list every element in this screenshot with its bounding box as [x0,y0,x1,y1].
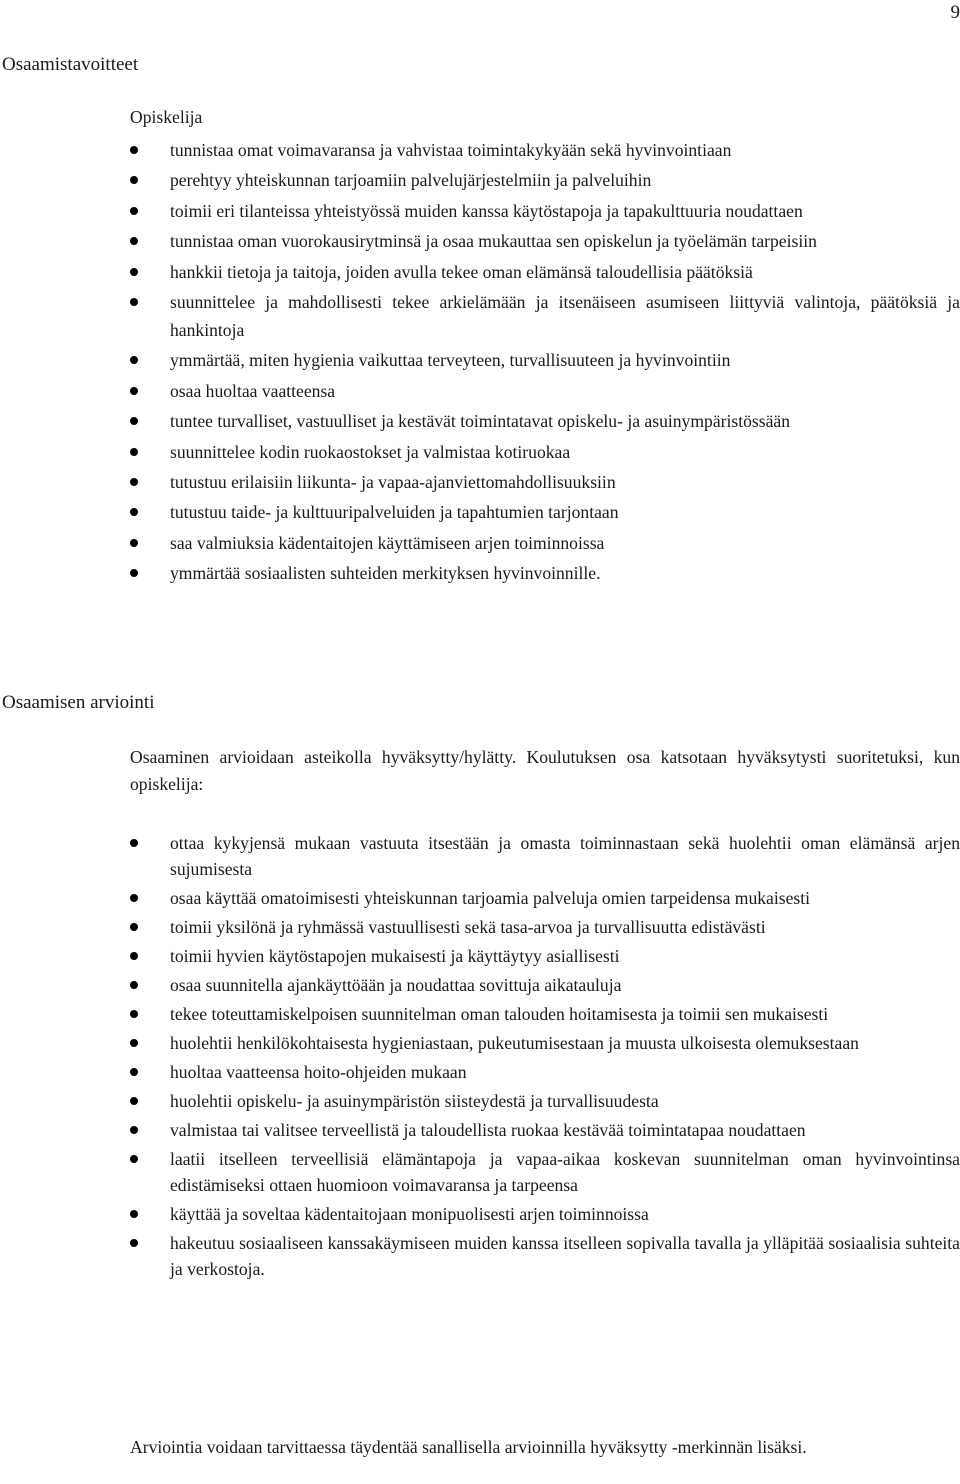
assessment-intro-block [130,744,960,798]
list-item: osaa suunnitella ajankäyttöään ja noudattaa sovittuja aikatauluja [130,972,960,998]
assessment-closing: Arviointia voidaan tarvittaessa täydentää sanallisella arvioinnilla hyväksytty -merkinnän lisäksi. [130,1437,807,1457]
list-item: perehtyy yhteiskunnan tarjoamiin palvelujärjestelmiin ja palveluihin [130,166,960,194]
page-number: 9 [950,2,960,23]
list-item: tunnistaa omat voimavaransa ja vahvistaa toimintakykyään sekä hyvinvointiaan [130,136,960,164]
goals-list [130,136,960,587]
list-item: tutustuu erilaisiin liikunta- ja vapaa-ajanviettomahdollisuuksiin [130,468,960,496]
list-item: osaa käyttää omatoimisesti yhteiskunnan tarjoamia palveluja omien tarpeidensa mukaisesti [130,885,960,911]
list-item: toimii yksilönä ja ryhmässä vastuullisesti sekä tasa-arvoa ja turvallisuutta edistävästi [130,914,960,940]
list-item: käyttää ja soveltaa kädentaitojaan monipuolisesti arjen toiminnoissa [130,1201,960,1227]
list-item: saa valmiuksia kädentaitojen käyttämiseen arjen toiminnoissa [130,529,960,557]
list-item: huoltaa vaatteensa hoito-ohjeiden mukaan [130,1059,960,1085]
list-item: ymmärtää sosiaalisten suhteiden merkityksen hyvinvoinnille. [130,559,960,587]
list-item: huolehtii opiskelu- ja asuinympäristön siisteydestä ja turvallisuudesta [130,1088,960,1114]
criteria-list [130,830,960,1282]
list-item: huolehtii henkilökohtaisesta hygieniastaan, pukeutumisestaan ja muusta ulkoisesta olemuksestaan [130,1030,960,1056]
list-item: suunnittelee ja mahdollisesti tekee arkielämään ja itsenäiseen asumiseen liittyviä valintoja, päätöksiä ja hankintoja [130,288,960,344]
list-item: tekee toteuttamiskelpoisen suunnitelman oman talouden hoitamisesta ja toimii sen mukaisesti [130,1001,960,1027]
list-item: tuntee turvalliset, vastuulliset ja kestävät toimintatavat opiskelu- ja asuinympäristössään [130,407,960,435]
list-item: ottaa kykyjensä mukaan vastuuta itsestään ja omasta toiminnastaan sekä huolehtii oman elämänsä arjen sujumisesta [130,830,960,882]
list-item: tutustuu taide- ja kulttuuripalveluiden ja tapahtumien tarjontaan [130,498,960,526]
list-item: ymmärtää, miten hygienia vaikuttaa terveyteen, turvallisuuteen ja hyvinvointiin [130,346,960,374]
section-heading-goals: Osaamistavoitteet [2,54,139,75]
assessment-intro: Osaaminen arvioidaan asteikolla hyväksytty/hylätty. Koulutuksen osa katsotaan hyväksytysti suoritetuksi, kun opiskelija: [130,747,960,794]
list-item: laatii itselleen terveellisiä elämäntapoja ja vapaa-aikaa koskevan suunnitelman oman hyvinvointinsa edistämiseksi ottaen huomioon voimavaransa ja tarpeensa [130,1146,960,1198]
section-heading-assessment: Osaamisen arviointi [2,692,155,713]
goals-intro: Opiskelija [130,107,203,127]
list-item: toimii eri tilanteissa yhteistyössä muiden kanssa käytöstapoja ja tapakulttuuria noudattaen [130,197,960,225]
list-item: hakeutuu sosiaaliseen kanssakäymiseen muiden kanssa itselleen sopivalla tavalla ja ylläpitää sosiaalisia suhteita ja verkostoja. [130,1230,960,1282]
list-item: valmistaa tai valitsee terveellistä ja taloudellista ruokaa kestävää toimintatapaa noudattaen [130,1117,960,1143]
list-item: suunnittelee kodin ruokaostokset ja valmistaa kotiruokaa [130,438,960,466]
assessment-closing-block [130,1434,960,1461]
list-item: hankkii tietoja ja taitoja, joiden avulla tekee oman elämänsä taloudellisia päätöksiä [130,258,960,286]
goals-content [130,136,960,589]
list-item: toimii hyvien käytöstapojen mukaisesti ja käyttäytyy asiallisesti [130,943,960,969]
list-item: tunnistaa oman vuorokausirytminsä ja osaa mukauttaa sen opiskelun ja työelämän tarpeisiin [130,227,960,255]
assessment-content [130,830,960,1285]
list-item: osaa huoltaa vaatteensa [130,377,960,405]
